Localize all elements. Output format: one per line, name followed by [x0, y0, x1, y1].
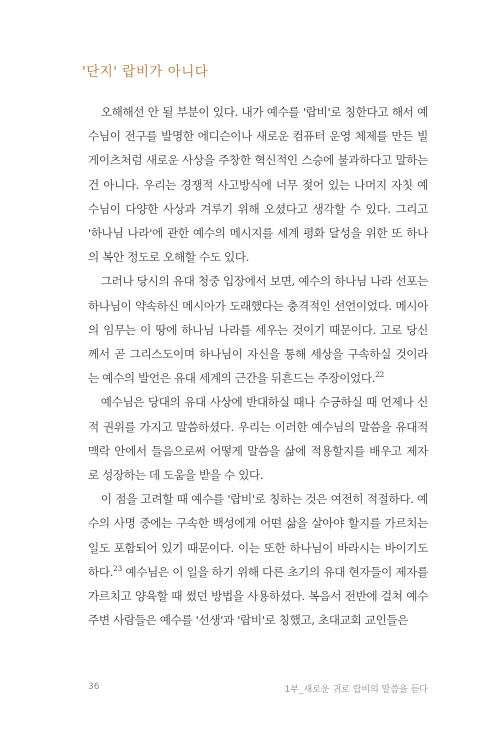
- paragraph: [88, 487, 428, 632]
- paragraph: [88, 269, 428, 390]
- paragraph: [88, 100, 428, 269]
- paragraph-text: 예수님은 당대의 유대 사상에 반대하실 때나 수긍하실 때 언제나 신적 권위를 가지고 말씀하셨다. 우리는 이러한 예수님의 말씀을 유대적 맥락 안에서 들음으로써 어떻게 말씀을 삶에 적용할지를 배우고 제자로 성장하는 데 도움을 받을 수 있다.: [88, 395, 428, 483]
- footnote-reference: 22: [375, 370, 384, 380]
- paragraph-text: 이 점을 고려할 때 예수를 '랍비'로 칭하는 것은 여전히 적절하다. 예수의 사명 중에는 구속한 백성에게 어떤 삶을 살아야 할지를 가르치는 일도 포함되어 있기 때문이다. 이는 또한 하나님이 바라시는 바이기도 하다.: [88, 492, 428, 579]
- paragraph: [88, 390, 428, 487]
- paragraph-text: 그러나 당시의 유대 청중 입장에서 보면, 예수의 하나님 나라 선포는 하나님이 약속하신 메시아가 도래했다는 충격적인 선언이었다. 메시아의 임무는 이 땅에 하나님 나라를 세우는 것이기 때문이다. 고로 당신께서 곧 그리스도이며 하나님이 자신을 통해 세상을 구속하실 것이라는 예수의 발언은 유대 세계의 근간을 뒤흔드는 주장이었다.: [88, 274, 428, 386]
- footnote-reference: 23: [113, 564, 122, 573]
- body-text: [88, 100, 428, 632]
- section-heading: '단지' 랍비가 아니다: [82, 64, 209, 80]
- running-footer-title: 1부_새로운 귀로 랍비의 말씀을 듣다: [284, 685, 428, 695]
- paragraph-text: 오해해선 안 될 부분이 있다. 내가 예수를 '랍비'로 칭한다고 해서 예수님이 전구를 발명한 에디슨이나 새로운 컴퓨터 운영 체제를 만든 빌 게이츠처럼 새로운 사상을 주창한 혁신적인 스승에 불과하다고 말하는 건 아니다. 우리는 경쟁적 사고방식에 너무 젖어 있는 나머지 자칫 예수님이 다양한 사상과 겨루기 위해 오셨다고 생각할 수 있다. 그리고 '하나님 나라'에 관한 예수의 메시지를 세계 평화 달성을 위한 또 하나의 복안 정도로 오해할 수도 있다.: [88, 105, 428, 265]
- paragraph-text: 예수님은 이 일을 하기 위해 다른 초기의 유대 현자들이 제자를 가르치고 양육할 때 썼던 방법을 사용하셨다. 복음서 전반에 걸쳐 예수 주변 사람들은 예수를 '선생'과 '랍비'로 칭했고, 초대교회 교인들은: [88, 564, 428, 628]
- page-number: 36: [88, 682, 100, 692]
